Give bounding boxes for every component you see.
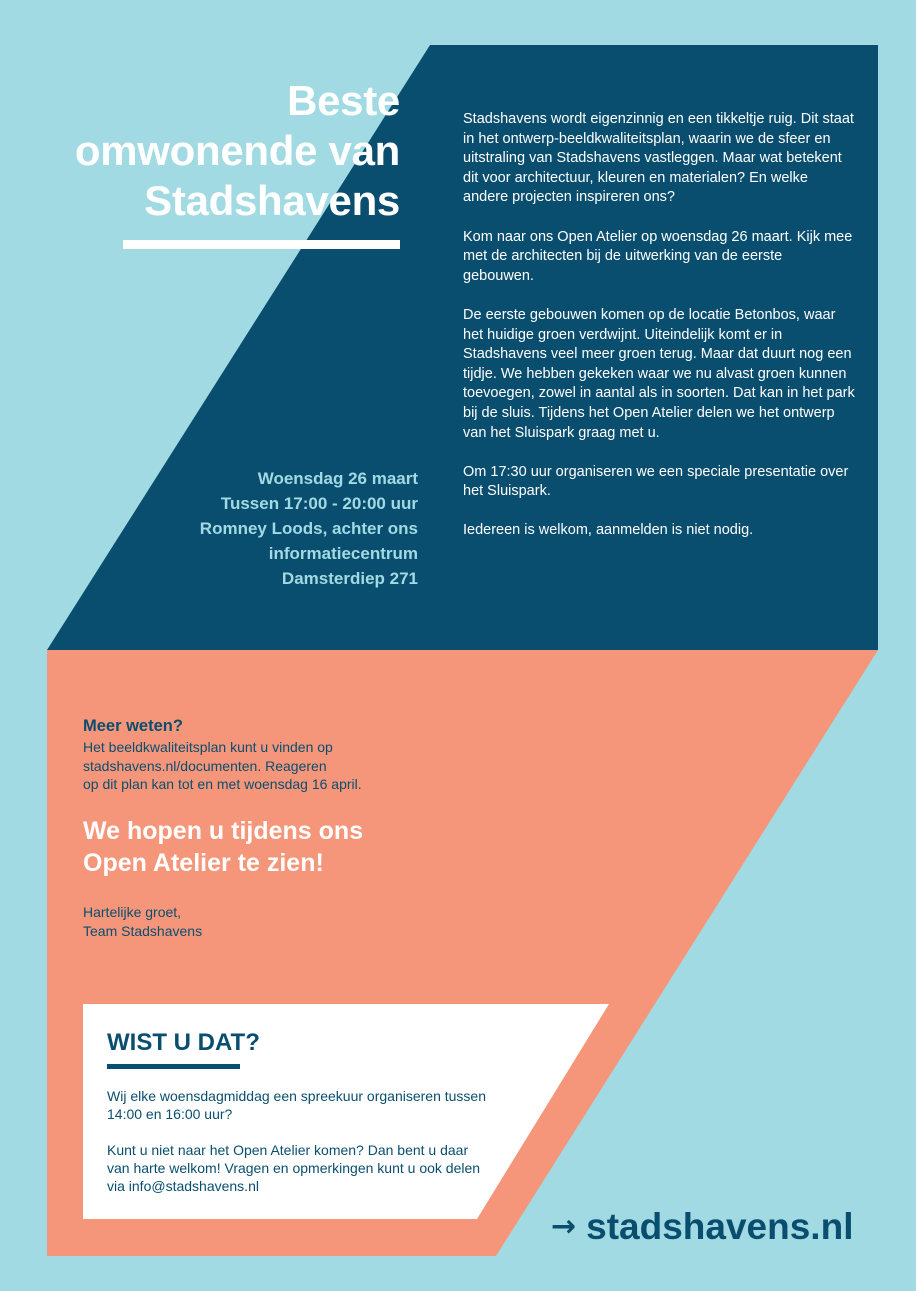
did-you-know-paragraph: Kunt u niet naar het Open Atelier komen? Dan bent u daar van harte welkom! Vragen en opmerkingen kunt u ook delen via info@stadshavens.nl: [107, 1142, 481, 1194]
did-you-know-title: WIST U DAT?: [107, 1029, 260, 1056]
body-paragraph: De eerste gebouwen komen op de locatie Betonbos, waar het huidige groen verdwijnt. Uiteindelijk komt er in Stadshavens veel meer groen terug. Maar dat duurt nog een tijdje. We hebben gekeken waar we nu alvast groen kunnen toevoegen, zowel in aantal als in soorten. Dat kan in het park bij de sluis. Tijdens het Open Atelier delen we het ontwerp van het Sluispark graag met u.: [463, 306, 855, 441]
did-you-know-paragraph: Wij elke woensdagmiddag een spreekuur organiseren tussen 14:00 en 16:00 uur?: [107, 1088, 486, 1122]
body-text: [463, 110, 855, 561]
event-address: Damsterdiep 271: [281, 569, 418, 588]
event-time: Tussen 17:00 - 20:00 uur: [220, 494, 418, 513]
event-location: informatiecentrum: [268, 544, 418, 563]
invitation-line: We hopen u tijdens ons: [83, 817, 364, 845]
title-line: Beste: [287, 77, 400, 124]
body-paragraph: Stadshavens wordt eigenzinnig en een tikkeltje ruig. Dit staat in het ontwerp-beeldkwaliteitsplan, waarin we de sfeer en uitstraling van Stadshavens vastleggen. Maar wat betekent dit voor architectuur, kleuren en materialen? En welke andere projecten inspireren ons?: [463, 111, 854, 206]
title-line: omwonende van: [74, 127, 400, 174]
website-url[interactable]: stadshavens.nl: [586, 1206, 854, 1247]
closing-greeting: [83, 903, 202, 941]
more-info-line: stadshavens.nl/documenten. Reageren: [83, 757, 327, 774]
event-location: Romney Loods, achter ons: [199, 519, 418, 538]
invitation-line: Open Atelier te zien!: [83, 849, 324, 877]
website-link[interactable]: [551, 1206, 853, 1248]
body-paragraph: Om 17:30 uur organiseren we een speciale presentatie over het Sluispark.: [463, 463, 849, 500]
title-underline: [123, 240, 400, 249]
invitation-heading: [83, 815, 463, 879]
more-info-text: [83, 738, 443, 794]
more-info-line: op dit plan kan tot en met woensdag 16 april.: [83, 776, 362, 792]
event-details: [140, 466, 418, 591]
body-paragraph: Kom naar ons Open Atelier op woensdag 26 maart. Kijk mee met de architecten bij de uitwerking van de eerste gebouwen.: [463, 228, 853, 284]
event-date: Woensdag 26 maart: [257, 469, 418, 488]
more-info-title: Meer weten?: [83, 717, 183, 735]
body-paragraph: Iedereen is welkom, aanmelden is niet nodig.: [463, 522, 754, 539]
greeting-line: Hartelijke groet,: [83, 904, 182, 920]
arrow-right-icon: →: [551, 1209, 577, 1244]
signature-line: Team Stadshavens: [83, 923, 203, 939]
did-you-know-text: [107, 1087, 487, 1213]
more-info-line: Het beeldkwaliteitsplan kunt u vinden op: [83, 739, 333, 755]
did-you-know-underline: [107, 1064, 240, 1069]
page-title: [30, 76, 400, 226]
title-line: Stadshavens: [144, 177, 400, 224]
